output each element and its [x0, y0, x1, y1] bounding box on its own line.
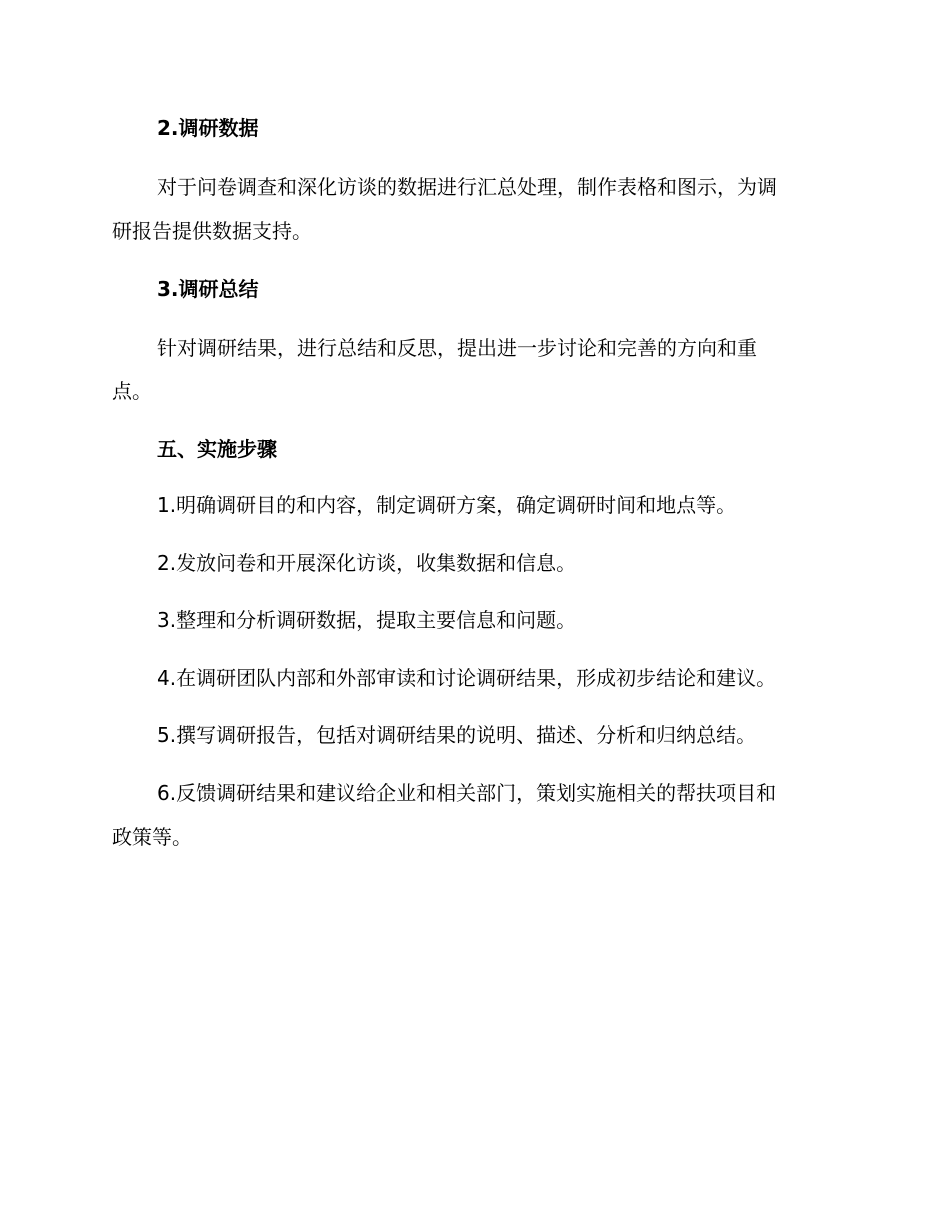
- paragraph-research-summary-line-2: 点。: [112, 379, 152, 403]
- section-heading-implementation-steps: 五、实施步骤: [157, 437, 277, 461]
- paragraph-research-data-line-1: 对于问卷调查和深化访谈的数据进行汇总处理，制作表格和图示，为调: [157, 175, 777, 199]
- step-item-4: 4.在调研团队内部和外部审读和讨论调研结果，形成初步结论和建议。: [157, 666, 777, 690]
- paragraph-research-summary-line-1: 针对调研结果，进行总结和反思，提出进一步讨论和完善的方向和重: [157, 336, 757, 360]
- section-heading-research-data: 2.调研数据: [157, 116, 259, 140]
- step-item-6-line-2: 政策等。: [112, 825, 192, 849]
- section-heading-research-summary: 3.调研总结: [157, 277, 259, 301]
- step-item-3: 3.整理和分析调研数据，提取主要信息和问题。: [157, 608, 577, 632]
- step-item-2: 2.发放问卷和开展深化访谈，收集数据和信息。: [157, 551, 577, 575]
- step-item-5: 5.撰写调研报告，包括对调研结果的说明、描述、分析和归纳总结。: [157, 723, 757, 747]
- step-item-6-line-1: 6.反馈调研结果和建议给企业和相关部门，策划实施相关的帮扶项目和: [157, 781, 777, 805]
- paragraph-research-data-line-2: 研报告提供数据支持。: [112, 219, 312, 243]
- step-item-1: 1.明确调研目的和内容，制定调研方案，确定调研时间和地点等。: [157, 493, 737, 517]
